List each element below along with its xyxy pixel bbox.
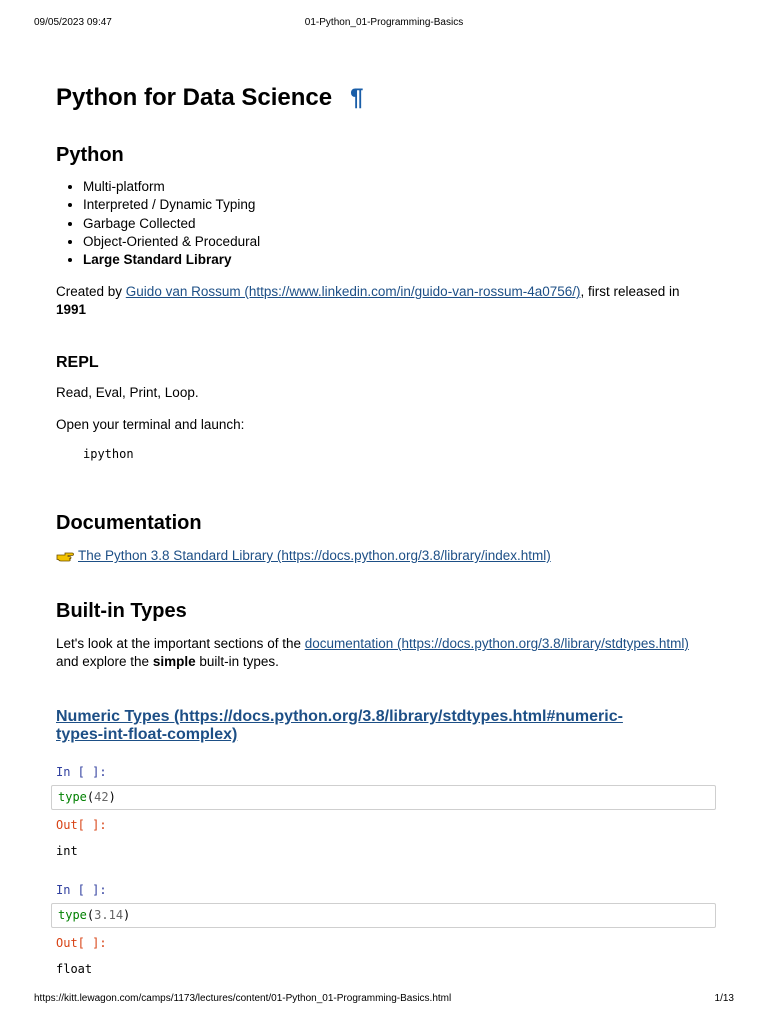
repl-description: Read, Eval, Print, Loop. <box>56 385 199 400</box>
print-footer <box>34 993 734 1004</box>
python-library-link[interactable]: The Python 3.8 Standard Library (https://docs.python.org/3.8/library/index.html) <box>78 548 551 563</box>
ipython-command: ipython <box>83 447 134 461</box>
cell-in-prompt: In [ ]: <box>56 765 107 779</box>
stdtypes-doc-link[interactable]: documentation (https://docs.python.org/3.8/library/stdtypes.html) <box>304 636 689 651</box>
creator-link[interactable]: Guido van Rossum (https://www.linkedin.com/in/guido-van-rossum-4a0756/) <box>125 284 581 299</box>
cell-out-prompt: Out[ ]: <box>56 818 107 832</box>
print-header <box>34 17 734 28</box>
cell-output: float <box>56 962 93 976</box>
code-cell-input[interactable]: type(3.14) <box>51 903 716 928</box>
list-item: • Garbage Collected <box>83 215 260 233</box>
print-datetime: 09/05/2023 09:47 <box>34 17 112 28</box>
cell-out-prompt: Out[ ]: <box>56 936 107 950</box>
list-item: • Large Standard Library <box>83 251 260 269</box>
release-year: 1991 <box>56 302 87 317</box>
builtin-intro: Let's look at the important sections of the documentation (https://docs.python.org/3.8/library/stdtypes.html) and explore the simple built-in types. <box>56 636 689 669</box>
pointing-hand-icon <box>56 549 74 561</box>
print-url: https://kitt.lewagon.com/camps/1173/lectures/content/01-Python_01-Programming-Basics.html <box>34 993 452 1004</box>
python-features-list <box>56 178 260 269</box>
documentation-link-row <box>56 547 551 565</box>
section-heading-python: Python <box>56 144 124 166</box>
cell-output: int <box>56 844 78 858</box>
section-heading-documentation: Documentation <box>56 512 202 534</box>
repl-instruction: Open your terminal and launch: <box>56 417 245 432</box>
created-by-paragraph: Created by Guido van Rossum (https://www.linkedin.com/in/guido-van-rossum-4a0756/), first released in 1991 <box>56 284 680 317</box>
section-heading-builtin-types: Built-in Types <box>56 600 187 622</box>
page-title: Python for Data Science ¶ <box>56 84 364 111</box>
cell-in-prompt: In [ ]: <box>56 883 107 897</box>
section-heading-repl: REPL <box>56 354 99 371</box>
list-item: • Multi-platform <box>83 178 260 196</box>
list-item: • Object-Oriented & Procedural <box>83 233 260 251</box>
print-doc-title: 01-Python_01-Programming-Basics <box>304 17 464 28</box>
numeric-types-heading-link[interactable]: Numeric Types (https://docs.python.org/3.8/library/stdtypes.html#numeric- types-int-float-complex) <box>56 708 623 743</box>
code-cell-input[interactable]: type(42) <box>51 785 716 810</box>
anchor-link-icon[interactable]: ¶ <box>350 84 364 111</box>
list-item: • Interpreted / Dynamic Typing <box>83 196 260 214</box>
page-number: 1/13 <box>714 993 734 1004</box>
